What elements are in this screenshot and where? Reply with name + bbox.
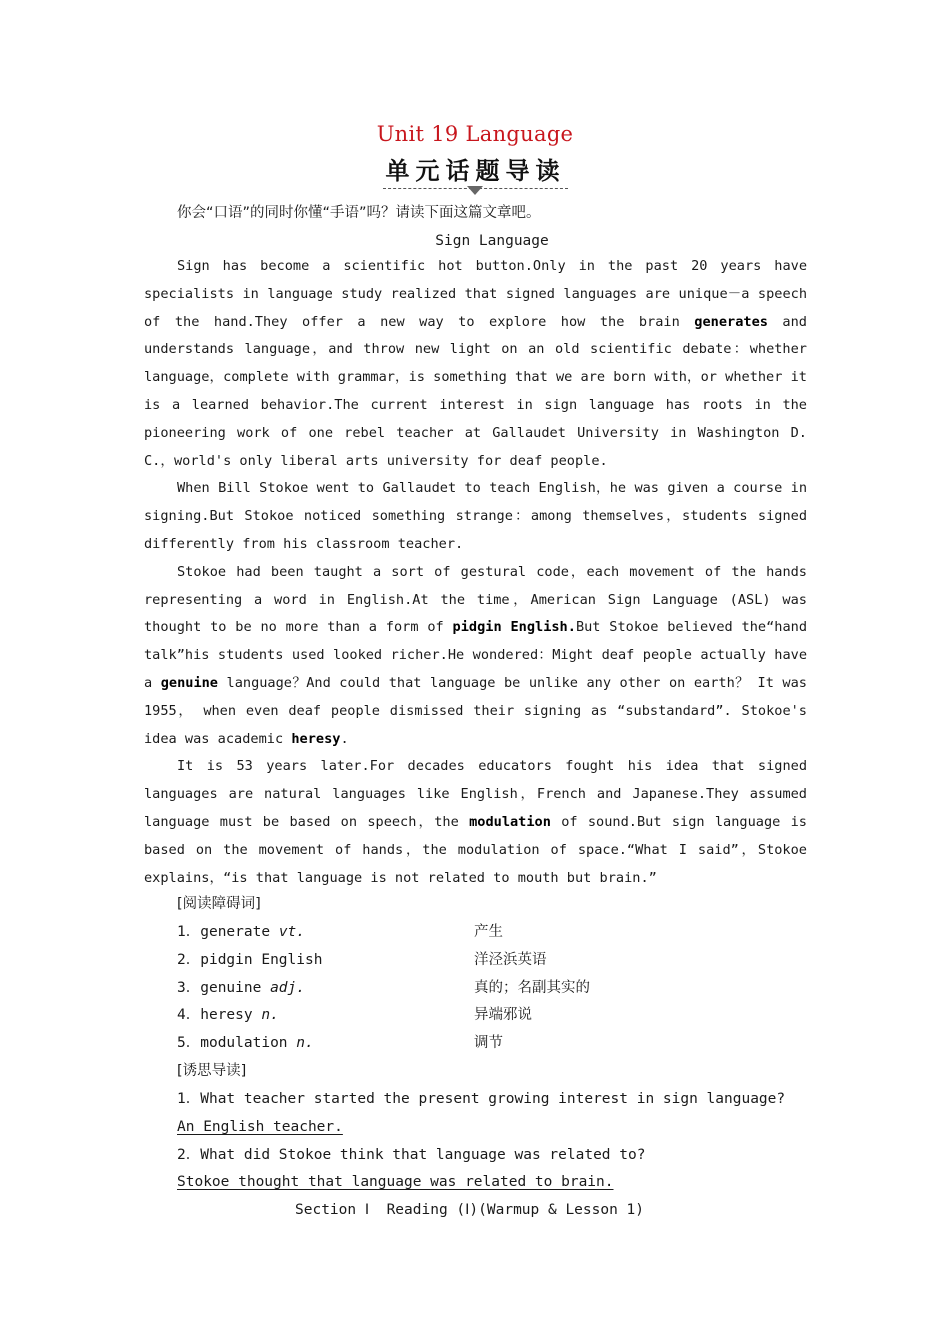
vocab-row xyxy=(177,1002,737,1030)
intro-line: 你会“口语”的同时你懂“手语”吗？请读下面这篇文章吧。 xyxy=(177,205,541,221)
vocab-meaning: 洋泾浜英语 xyxy=(474,951,547,968)
paragraph-4 xyxy=(144,753,807,892)
vocab-pos: adj. xyxy=(270,979,305,996)
vocab-word: genuine xyxy=(200,979,271,996)
question-1: 1．What teacher started the present growing interest in sign language? xyxy=(177,1091,786,1107)
section-banner xyxy=(383,154,568,189)
paragraph-3-part-a: Stokoe had been taught a sort of gestural code，each movement of the hands representing a word in English.At the time，American Sign Language (ASL) was thought to be no more than a form of xyxy=(144,563,807,636)
answer-1: An English teacher. xyxy=(177,1118,343,1135)
section-footer: Section Ⅰ Reading (Ⅰ)(Warmup & Lesson 1) xyxy=(295,1202,645,1218)
vocab-word: modulation xyxy=(200,1035,297,1052)
article-title: Sign Language xyxy=(435,233,549,249)
keyword-genuine: genuine xyxy=(160,674,218,691)
vocab-word: pidgin English xyxy=(200,951,323,968)
paragraph-4-part-a: It is 53 years later.For decades educators fought his idea that signed languages are natural languages like English，French and Japanese.They assumed language must be based on speech，the xyxy=(144,758,807,830)
vocab-number: 1． xyxy=(177,924,201,940)
guide-questions xyxy=(177,1086,817,1197)
vocab-number: 5． xyxy=(177,1035,201,1052)
answer-1-line xyxy=(177,1114,817,1142)
vocab-meaning: 异端邪说 xyxy=(474,1007,532,1024)
vocab-term xyxy=(177,947,322,975)
vocab-meaning: 调节 xyxy=(474,1035,503,1052)
question-2: 2．What did Stokoe think that language was related to? xyxy=(177,1146,646,1163)
vocab-row xyxy=(177,1030,737,1058)
vocab-term xyxy=(177,919,305,947)
vocab-term xyxy=(177,1030,314,1058)
keyword-heresy: heresy xyxy=(291,730,341,747)
answer-2-line xyxy=(177,1169,817,1197)
banner-arrow-icon xyxy=(467,186,483,195)
answer-2: Stokoe thought that language was related to brain. xyxy=(177,1174,614,1191)
paragraph-1-part-a: Sign has become a scientific hot button.Only in the past 20 years have specialists in language study realized that signed languages are unique－a speech of the hand.They offer a new way to explore how the brain xyxy=(144,258,807,330)
paragraph-2: When Bill Stokoe went to Gallaudet to teach English，he was given a course in signing.But Stokoe noticed something strange：among themselves，students signed differently from his classroom teacher. xyxy=(144,480,807,552)
vocab-row xyxy=(177,975,737,1003)
vocab-word: generate xyxy=(200,924,279,940)
keyword-pidgin-english: pidgin English. xyxy=(452,619,576,636)
vocab-number: 2． xyxy=(177,951,201,968)
vocab-row xyxy=(177,919,737,947)
paragraph-3-part-b: But Stokoe believed the“hand talk”his students used looked richer.He wondered：Might deaf people actually have a xyxy=(144,619,807,691)
vocab-number: 3． xyxy=(177,979,201,996)
article-body xyxy=(144,253,807,892)
paragraph-3-part-d: . xyxy=(340,730,349,747)
paragraph-4-part-b: of sound.But sign language is based on the movement of hands，the modulation of space.“What I said”，Stokoe explains，“is that language is not related to mouth but brain.” xyxy=(144,813,807,886)
keyword-modulation: modulation xyxy=(469,813,551,830)
vocab-meaning: 真的；名副其实的 xyxy=(474,979,590,996)
paragraph-1-part-b: and understands language，and throw new light on an old scientific debate：whether language，complete with grammar，is something that we are born with，or whether it is a learned behavior.The current interest in sign language has roots in the pioneering work of one rebel teacher at Gallaudet University in Washington D. C.，world's only liberal arts university for deaf people. xyxy=(144,313,807,469)
keyword-generates: generates xyxy=(694,313,768,330)
vocab-pos: n. xyxy=(296,1035,314,1052)
banner-title: 单元话题导读 xyxy=(385,157,566,185)
paragraph-1 xyxy=(144,253,807,475)
unit-title: Unit 19 Language xyxy=(376,122,574,146)
paragraph-3-part-c: language？And could that language be unlike any other on earth？ It was 1955， when even deaf people dismissed their signing as “substandard”. Stokoe's idea was academic xyxy=(144,674,807,747)
paragraph-3 xyxy=(144,559,807,754)
vocab-heading: [阅读障碍词] xyxy=(177,896,261,912)
vocab-word: heresy xyxy=(200,1007,262,1024)
vocab-meaning: 产生 xyxy=(474,924,503,940)
vocab-row xyxy=(177,947,737,975)
vocab-list xyxy=(177,919,737,1058)
vocab-pos: vt. xyxy=(278,924,306,940)
guide-heading: [诱思导读] xyxy=(177,1063,247,1079)
vocab-number: 4． xyxy=(177,1007,201,1024)
vocab-term xyxy=(177,1002,279,1030)
vocab-term xyxy=(177,975,305,1003)
vocab-pos: n. xyxy=(261,1007,279,1024)
